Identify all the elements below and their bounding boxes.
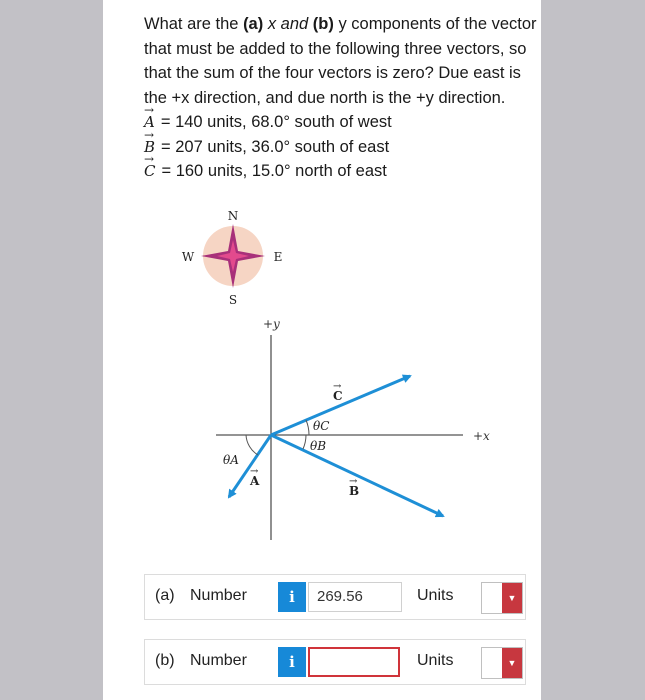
question-paragraph: What are the (a) x and (b) y components of the vector that must be added to the following three vectors, so that the sum of the four vectors is zero? Due east is the +x direction, and due north is the +y direction. (144, 15, 537, 107)
x-axis-label: +x (473, 429, 490, 443)
number-label-a: Number (190, 587, 247, 604)
answer-row-a (144, 574, 526, 620)
vector-c-label-arrow: → (333, 381, 342, 392)
vector-c-symbol: → C (144, 152, 156, 180)
vector-b-label: B (349, 484, 360, 498)
vector-diagram (103, 200, 541, 570)
compass-west-label: W (181, 250, 195, 264)
theta-c-label: θC (313, 419, 330, 433)
vector-c-label: C (333, 389, 343, 403)
vector-a-label-arrow: → (250, 466, 259, 477)
theta-a-label: θA (223, 453, 239, 467)
y-axis-label: +y (263, 317, 280, 331)
vector-a-line: → A = 140 units, 68.0° south of west (144, 110, 544, 135)
units-label-b: Units (417, 652, 454, 669)
theta-b-arc (303, 435, 306, 449)
compass-south-label: S (228, 293, 238, 307)
question-card (103, 0, 541, 700)
number-input-a[interactable]: 269.56 (308, 582, 402, 612)
number-input-b[interactable] (308, 647, 400, 677)
vector-b-line: → B = 207 units, 36.0° south of east (144, 135, 544, 160)
theta-c-arc (306, 420, 309, 435)
compass-east-label: E (273, 250, 283, 264)
compass-rose (182, 209, 283, 307)
units-select-a[interactable] (481, 582, 523, 614)
info-button-a[interactable]: i (278, 582, 306, 612)
info-button-b[interactable]: i (278, 647, 306, 677)
units-label-a: Units (417, 587, 454, 604)
answer-row-b (144, 639, 526, 685)
theta-a-arc (246, 435, 258, 455)
vector-b-label-arrow: → (349, 476, 358, 487)
compass-north-label: N (227, 209, 239, 223)
number-label-b: Number (190, 652, 247, 669)
vector-a-label: A (250, 474, 260, 488)
part-b-label: (b) (155, 652, 175, 669)
units-select-b[interactable] (481, 647, 523, 679)
part-a-label: (a) (155, 587, 175, 604)
chevron-down-icon[interactable]: ▼ (502, 583, 522, 613)
vector-b-symbol: → B (144, 127, 156, 156)
chevron-down-icon[interactable]: ▼ (502, 648, 522, 678)
theta-b-label: θB (310, 439, 327, 453)
vector-a-symbol: → A (144, 103, 155, 131)
vector-c-line: → C = 160 units, 15.0° north of east (144, 159, 544, 184)
question-text (144, 12, 544, 184)
